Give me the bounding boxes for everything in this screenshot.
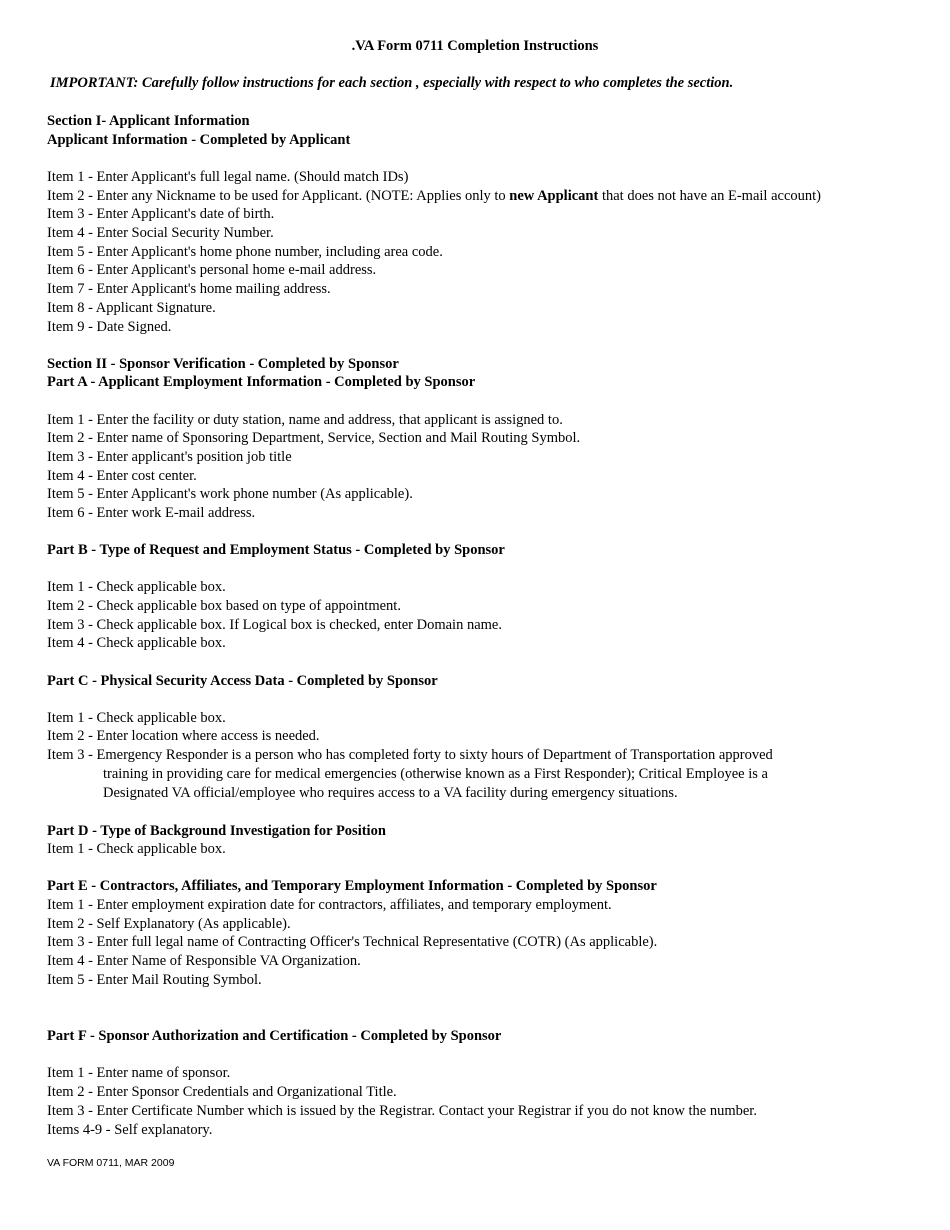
- important-notice: IMPORTANT: Carefully follow instructions for each section , especially with respect to who completes the section.: [50, 75, 734, 91]
- partE-item3: Item 3 - Enter full legal name of Contracting Officer's Technical Representative (COTR) (As applicable).: [47, 934, 658, 950]
- partB-heading: Part B - Type of Request and Employment Status - Completed by Sponsor: [47, 542, 505, 558]
- partA-item6: Item 6 - Enter work E-mail address.: [47, 505, 256, 521]
- section1-heading: Section I- Applicant Information: [47, 113, 250, 129]
- partE-heading: Part E - Contractors, Affiliates, and Temporary Employment Information - Completed by Sponsor: [47, 878, 657, 894]
- partA-item4: Item 4 - Enter cost center.: [47, 468, 197, 484]
- partF-item3: Item 3 - Enter Certificate Number which is issued by the Registrar. Contact your Registrar if you do not know the number.: [47, 1103, 757, 1119]
- partC-item3: Item 3 - Emergency Responder is a person who has completed forty to sixty hours of Department of Transportation approved: [47, 747, 773, 763]
- partB-item4: Item 4 - Check applicable box.: [47, 635, 226, 651]
- partE-item1: Item 1 - Enter employment expiration date for contractors, affiliates, and temporary employment.: [47, 897, 612, 913]
- partE-item2: Item 2 - Self Explanatory (As applicable).: [47, 916, 291, 932]
- partE-item5: Item 5 - Enter Mail Routing Symbol.: [47, 972, 262, 988]
- partC-item2: Item 2 - Enter location where access is needed.: [47, 728, 320, 744]
- s1-item7: Item 7 - Enter Applicant's home mailing address.: [47, 281, 331, 297]
- s1-item2: Item 2 - Enter any Nickname to be used for Applicant. (NOTE: Applies only to new Applicant that does not have an E-mail account): [47, 188, 821, 204]
- partB-item3: Item 3 - Check applicable box. If Logical box is checked, enter Domain name.: [47, 617, 502, 633]
- page-title: .VA Form 0711 Completion Instructions: [351, 38, 599, 54]
- partD-heading: Part D - Type of Background Investigation for Position: [47, 823, 386, 839]
- s1-item5: Item 5 - Enter Applicant's home phone number, including area code.: [47, 244, 443, 260]
- s1-item1: Item 1 - Enter Applicant's full legal name. (Should match IDs): [47, 169, 409, 185]
- partF-item2: Item 2 - Enter Sponsor Credentials and Organizational Title.: [47, 1084, 397, 1100]
- partA-item2: Item 2 - Enter name of Sponsoring Department, Service, Section and Mail Routing Symbol.: [47, 430, 581, 446]
- s1-item8: Item 8 - Applicant Signature.: [47, 300, 216, 316]
- partF-items4-9: Items 4-9 - Self explanatory.: [47, 1122, 213, 1138]
- partA-item1: Item 1 - Enter the facility or duty station, name and address, that applicant is assigned to.: [47, 412, 563, 428]
- partE-item4: Item 4 - Enter Name of Responsible VA Organization.: [47, 953, 361, 969]
- s1-item3: Item 3 - Enter Applicant's date of birth.: [47, 206, 275, 222]
- partB-item2: Item 2 - Check applicable box based on type of appointment.: [47, 598, 401, 614]
- partC-item3-cont1: training in providing care for medical emergencies (otherwise known as a First Responder); Critical Employee is a: [103, 766, 768, 782]
- section2-heading: Section II - Sponsor Verification - Completed by Sponsor: [47, 356, 399, 372]
- partF-heading: Part F - Sponsor Authorization and Certification - Completed by Sponsor: [47, 1028, 502, 1044]
- partA-heading: Part A - Applicant Employment Information - Completed by Sponsor: [47, 374, 476, 390]
- s1-item9: Item 9 - Date Signed.: [47, 319, 172, 335]
- partD-item1: Item 1 - Check applicable box.: [47, 841, 226, 857]
- form-footer: VA FORM 0711, MAR 2009: [47, 1157, 175, 1169]
- new-applicant-emphasis: new Applicant: [509, 188, 599, 204]
- section1-subheading: Applicant Information - Completed by Applicant: [47, 132, 351, 148]
- partC-item1: Item 1 - Check applicable box.: [47, 710, 226, 726]
- partB-item1: Item 1 - Check applicable box.: [47, 579, 226, 595]
- partF-item1: Item 1 - Enter name of sponsor.: [47, 1065, 231, 1081]
- s1-item4: Item 4 - Enter Social Security Number.: [47, 225, 274, 241]
- partA-item5: Item 5 - Enter Applicant's work phone number (As applicable).: [47, 486, 413, 502]
- partC-item3-cont2: Designated VA official/employee who requires access to a VA facility during emergency situations.: [103, 785, 678, 801]
- s1-item6: Item 6 - Enter Applicant's personal home e-mail address.: [47, 262, 377, 278]
- partC-heading: Part C - Physical Security Access Data - Completed by Sponsor: [47, 673, 438, 689]
- partA-item3: Item 3 - Enter applicant's position job title: [47, 449, 292, 465]
